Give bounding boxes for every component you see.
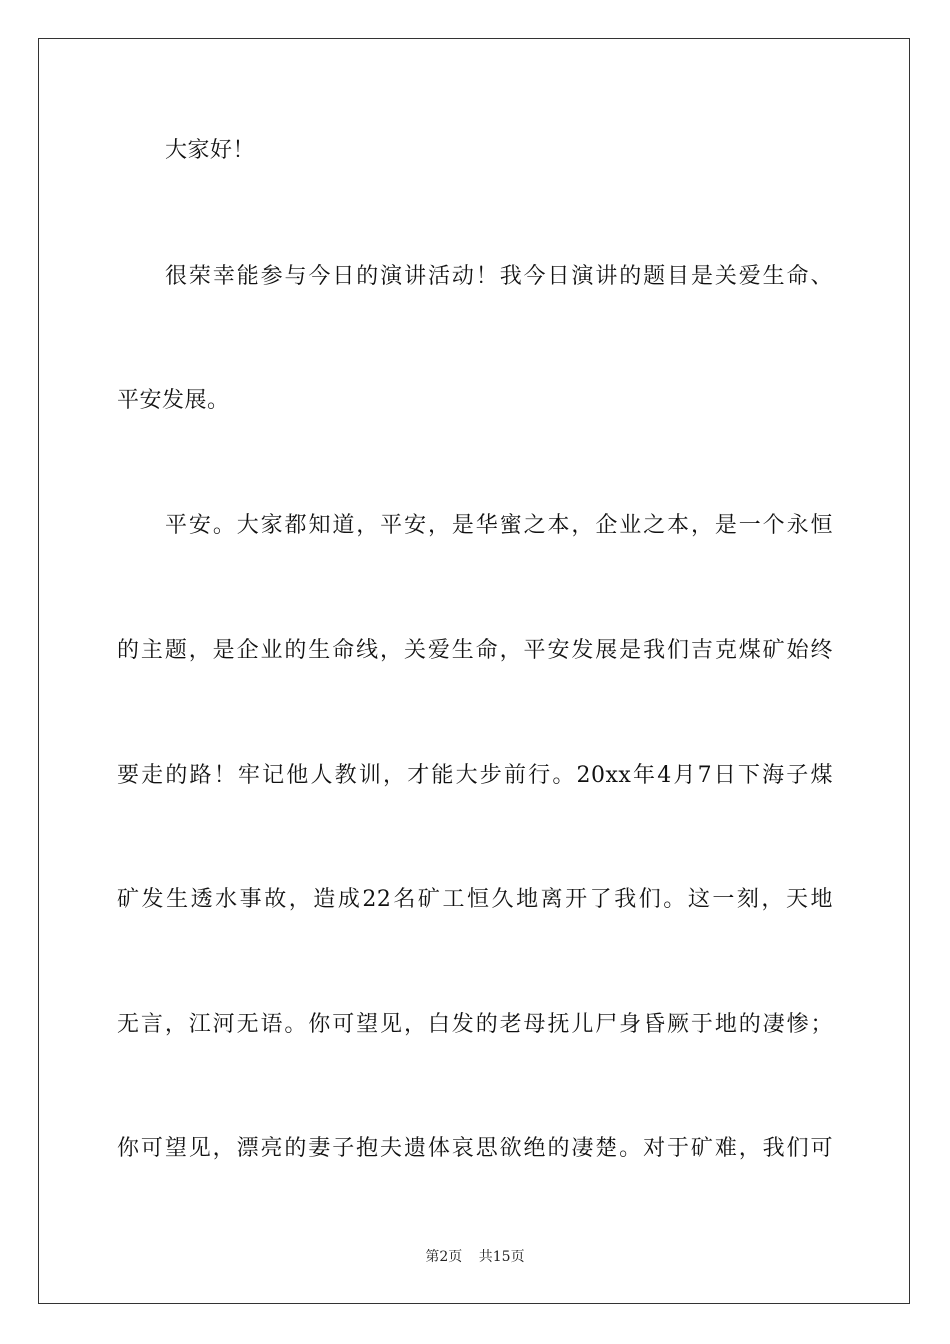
- paragraph-line: 的主题，是企业的生命线，关爱生命，平安发展是我们吉克煤矿始终: [117, 638, 833, 663]
- page-number: 第2页: [425, 1249, 463, 1265]
- paragraph-line: 无言，江河无语。你可望见，白发的老母抚儿尸身昏厥于地的凄惨；: [117, 1012, 833, 1037]
- total-pages: 共15页: [478, 1249, 525, 1265]
- paragraph-line: 要走的路！牢记他人教训，才能大步前行。20xx年4月7日下海子煤: [117, 763, 833, 788]
- greeting-line: 大家好！: [165, 138, 256, 163]
- paragraph-line: 矿发生透水事故，造成22名矿工恒久地离开了我们。这一刻，天地: [117, 887, 833, 912]
- page-border: [38, 38, 910, 1304]
- paragraph-line: 你可望见，漂亮的妻子抱夫遗体哀思欲绝的凄楚。对于矿难，我们可: [117, 1136, 833, 1161]
- paragraph-line: 平安发展。: [117, 388, 230, 413]
- paragraph-line: 平安。大家都知道，平安，是华蜜之本，企业之本，是一个永恒: [165, 513, 833, 538]
- paragraph-line: 很荣幸能参与今日的演讲活动！我今日演讲的题目是关爱生命、: [165, 264, 833, 289]
- page-footer: [0, 1248, 950, 1266]
